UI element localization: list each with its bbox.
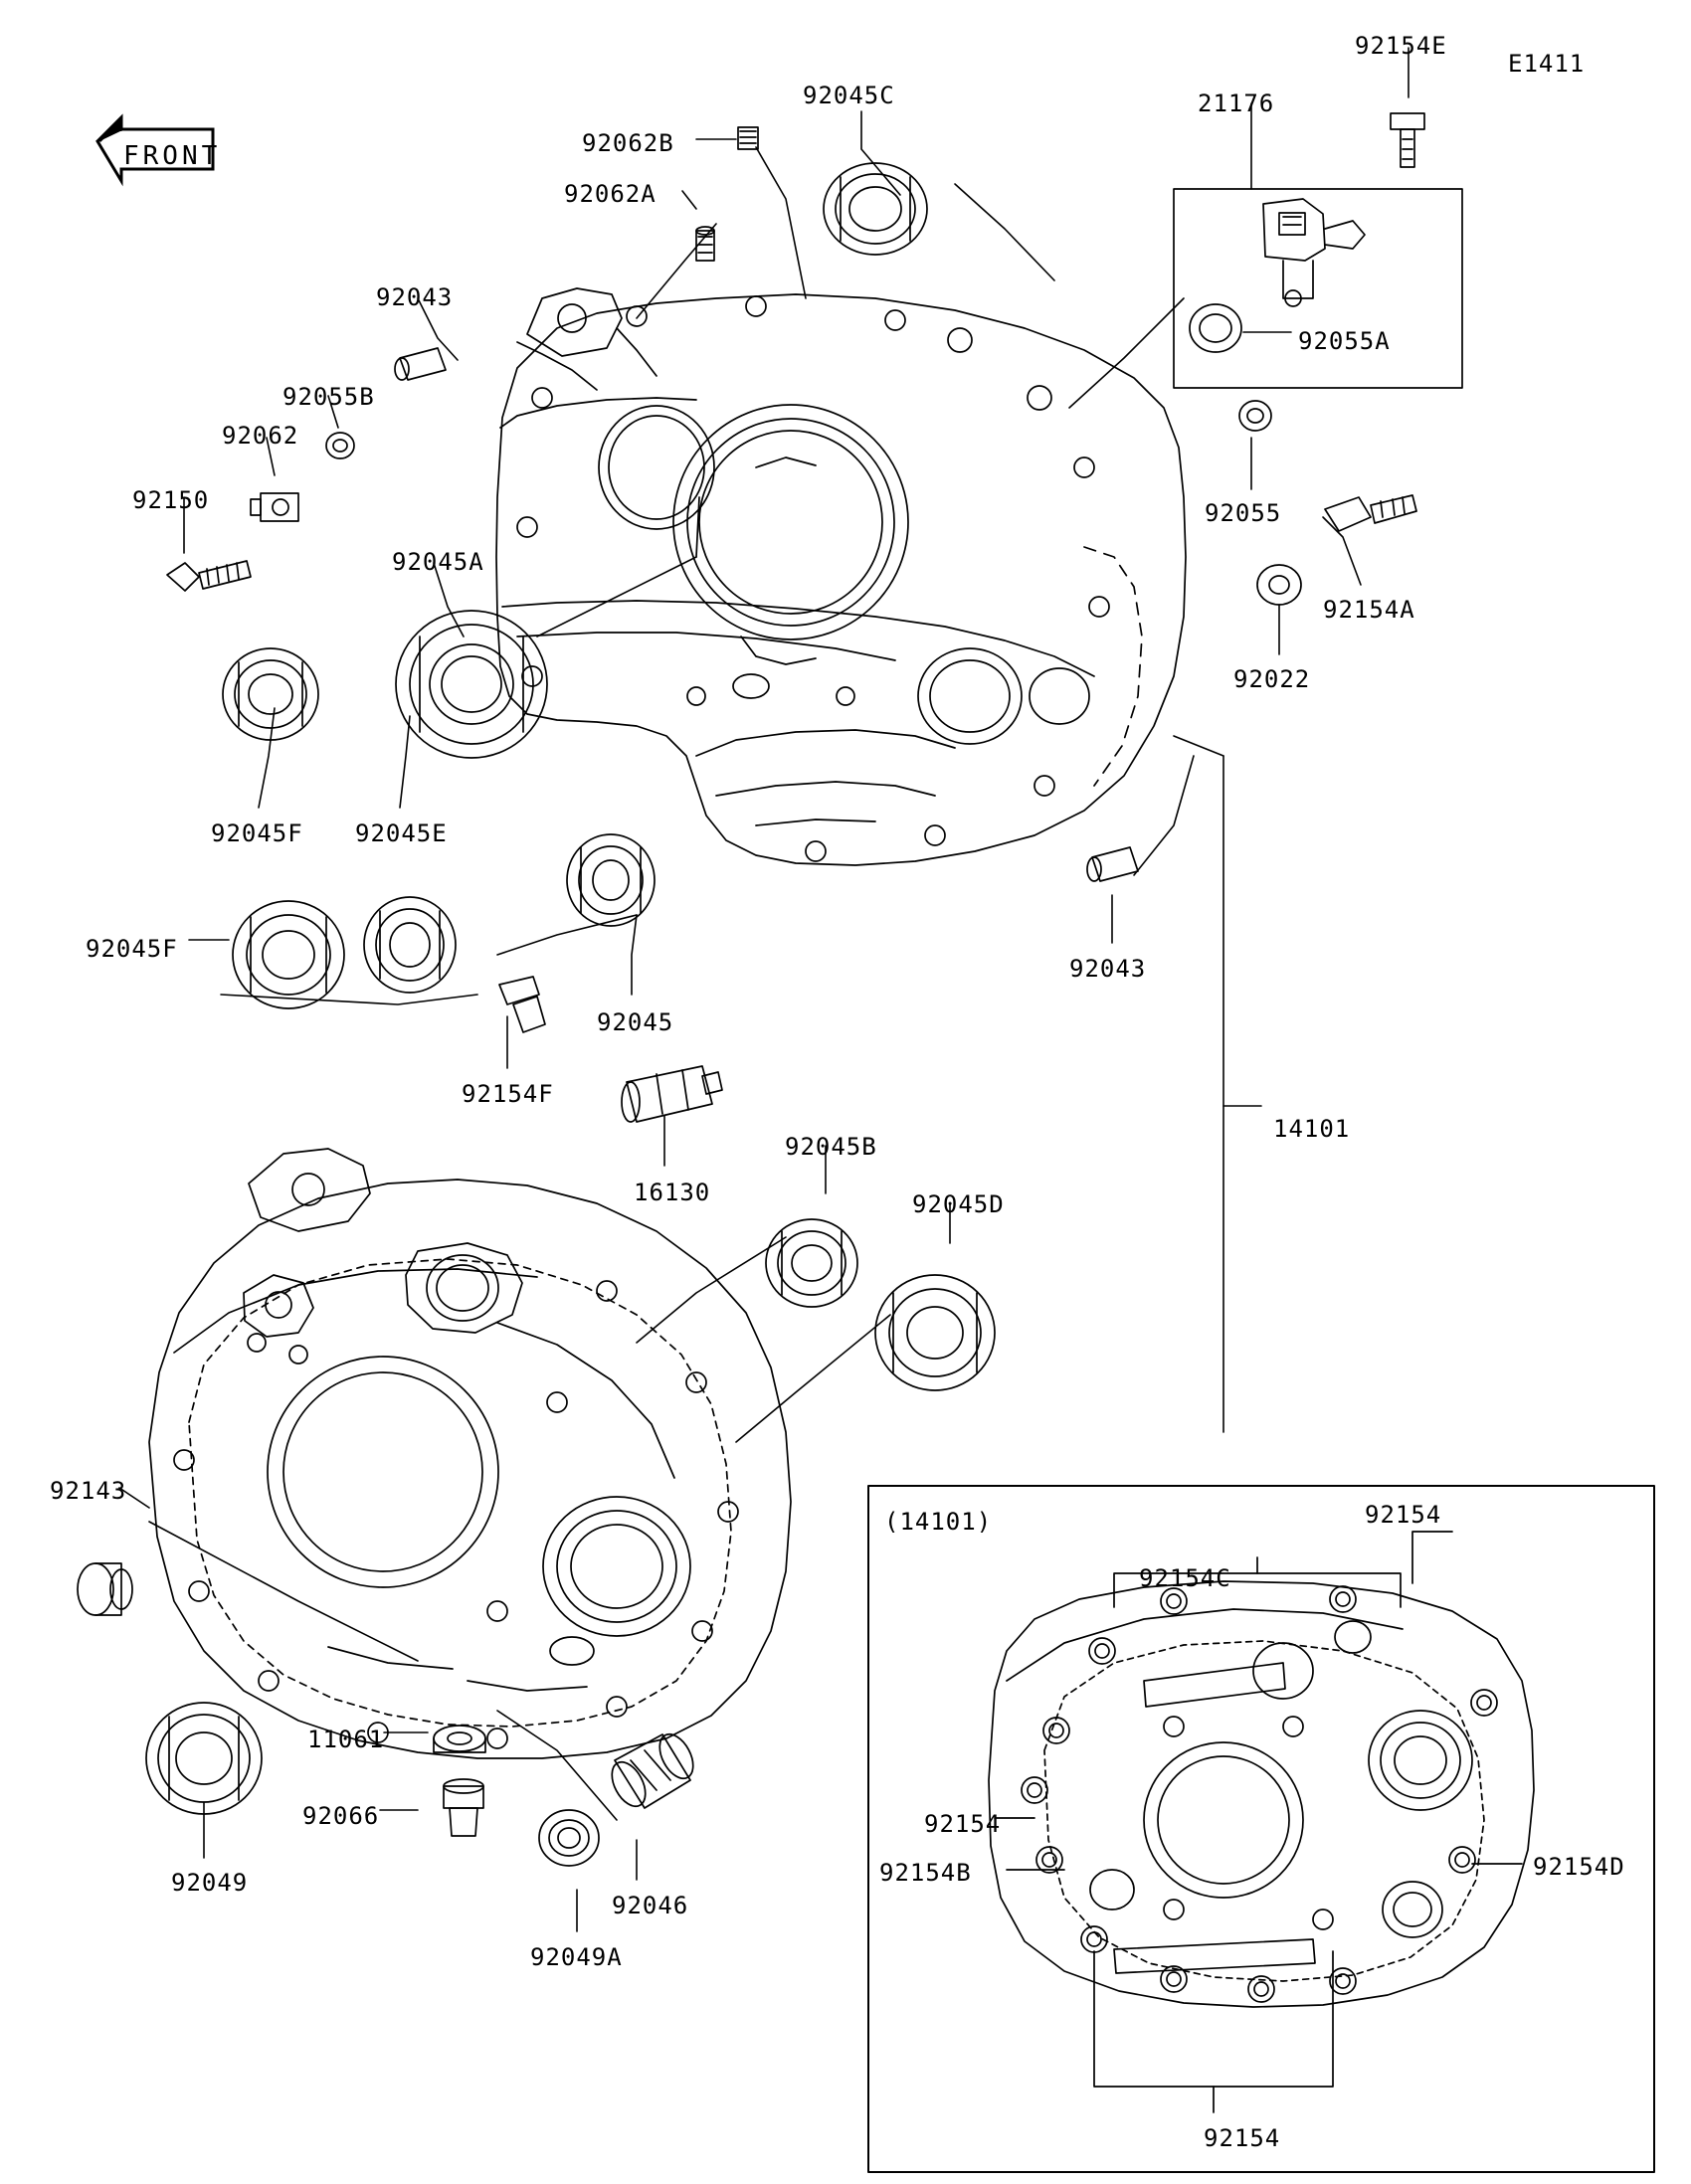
crankcase-half-upper (496, 288, 1186, 865)
leader-lines (119, 48, 1409, 1931)
label-inset-14101: (14101) (884, 1508, 993, 1536)
small-parts (78, 113, 1462, 1866)
label-92154C: 92154C (1139, 1564, 1231, 1592)
label-92154-top: 92154 (1365, 1501, 1442, 1529)
label-92046: 92046 (612, 1892, 689, 1919)
label-92055B: 92055B (282, 383, 375, 411)
bearing-92045B (766, 1219, 857, 1307)
crankcase-half-lower (149, 1149, 791, 1758)
dowel-92043-upper (395, 348, 446, 380)
oil-seal-92049 (146, 1703, 262, 1814)
front-direction-badge (88, 111, 223, 187)
o-ring-92055 (1239, 401, 1271, 431)
bearing-92045E (364, 897, 456, 993)
plug-92062A (696, 227, 714, 261)
label-92045F-lower: 92045F (86, 935, 178, 963)
label-92045A: 92045A (392, 548, 484, 576)
label-92045C: 92045C (803, 82, 895, 109)
label-14101: 14101 (1273, 1115, 1351, 1143)
label-92022: 92022 (1233, 665, 1311, 693)
bearing-92046 (605, 1729, 699, 1812)
label-92045D: 92045D (912, 1190, 1005, 1218)
label-92143: 92143 (50, 1477, 127, 1505)
label-92049A: 92049A (530, 1943, 623, 1971)
gasket-11061 (434, 1726, 485, 1752)
label-92062B: 92062B (582, 129, 674, 157)
bearing-92045A (396, 611, 547, 758)
bearing-92045C (824, 163, 927, 255)
label-92154A: 92154A (1323, 596, 1415, 624)
label-92055: 92055 (1205, 499, 1282, 527)
label-92062: 92062 (222, 422, 299, 450)
label-92154-left: 92154 (924, 1810, 1002, 1838)
label-92066: 92066 (302, 1802, 380, 1830)
label-92154D: 92154D (1533, 1853, 1625, 1881)
label-92154B: 92154B (879, 1859, 972, 1887)
bolt-92154F (499, 977, 545, 1032)
label-92049: 92049 (171, 1869, 249, 1897)
label-92043-upper: 92043 (376, 283, 454, 311)
label-92045E: 92045E (355, 819, 448, 847)
valve-16130 (622, 1066, 722, 1122)
bolt-92154E (1391, 113, 1424, 167)
plug-92066 (444, 1779, 483, 1836)
label-92154-bottom: 92154 (1204, 2124, 1281, 2152)
bearing-92045F-upper (223, 648, 318, 740)
front-label: FRONT (123, 141, 222, 171)
bolt-92150 (167, 561, 251, 591)
label-92154F: 92154F (462, 1080, 554, 1108)
label-sheet-code: E1411 (1508, 50, 1586, 78)
label-92062A: 92062A (564, 180, 657, 208)
label-92154E: 92154E (1355, 32, 1447, 60)
bearing-92045D (875, 1275, 995, 1390)
o-ring-92055B (326, 433, 354, 458)
label-92150: 92150 (132, 486, 210, 514)
label-11061: 11061 (307, 1726, 385, 1753)
dowel-92043-right (1087, 847, 1138, 881)
label-92055A: 92055A (1298, 327, 1391, 355)
washer-92022 (1257, 565, 1301, 605)
label-92045F-upper: 92045F (211, 819, 303, 847)
label-92043-right: 92043 (1069, 955, 1147, 983)
plug-92062 (251, 493, 298, 521)
oil-seal-92049A (539, 1810, 599, 1866)
collar-92143 (78, 1563, 132, 1615)
label-21176: 21176 (1198, 90, 1275, 117)
label-16130: 16130 (634, 1179, 711, 1206)
label-92045: 92045 (597, 1008, 674, 1036)
bearing-92045 (567, 834, 655, 926)
bearing-92045F-lower (233, 901, 344, 1008)
bolt-92154A (1325, 495, 1416, 531)
plug-92062B (738, 127, 758, 149)
sensor-21176 (1174, 189, 1462, 388)
label-92045B: 92045B (785, 1133, 877, 1161)
